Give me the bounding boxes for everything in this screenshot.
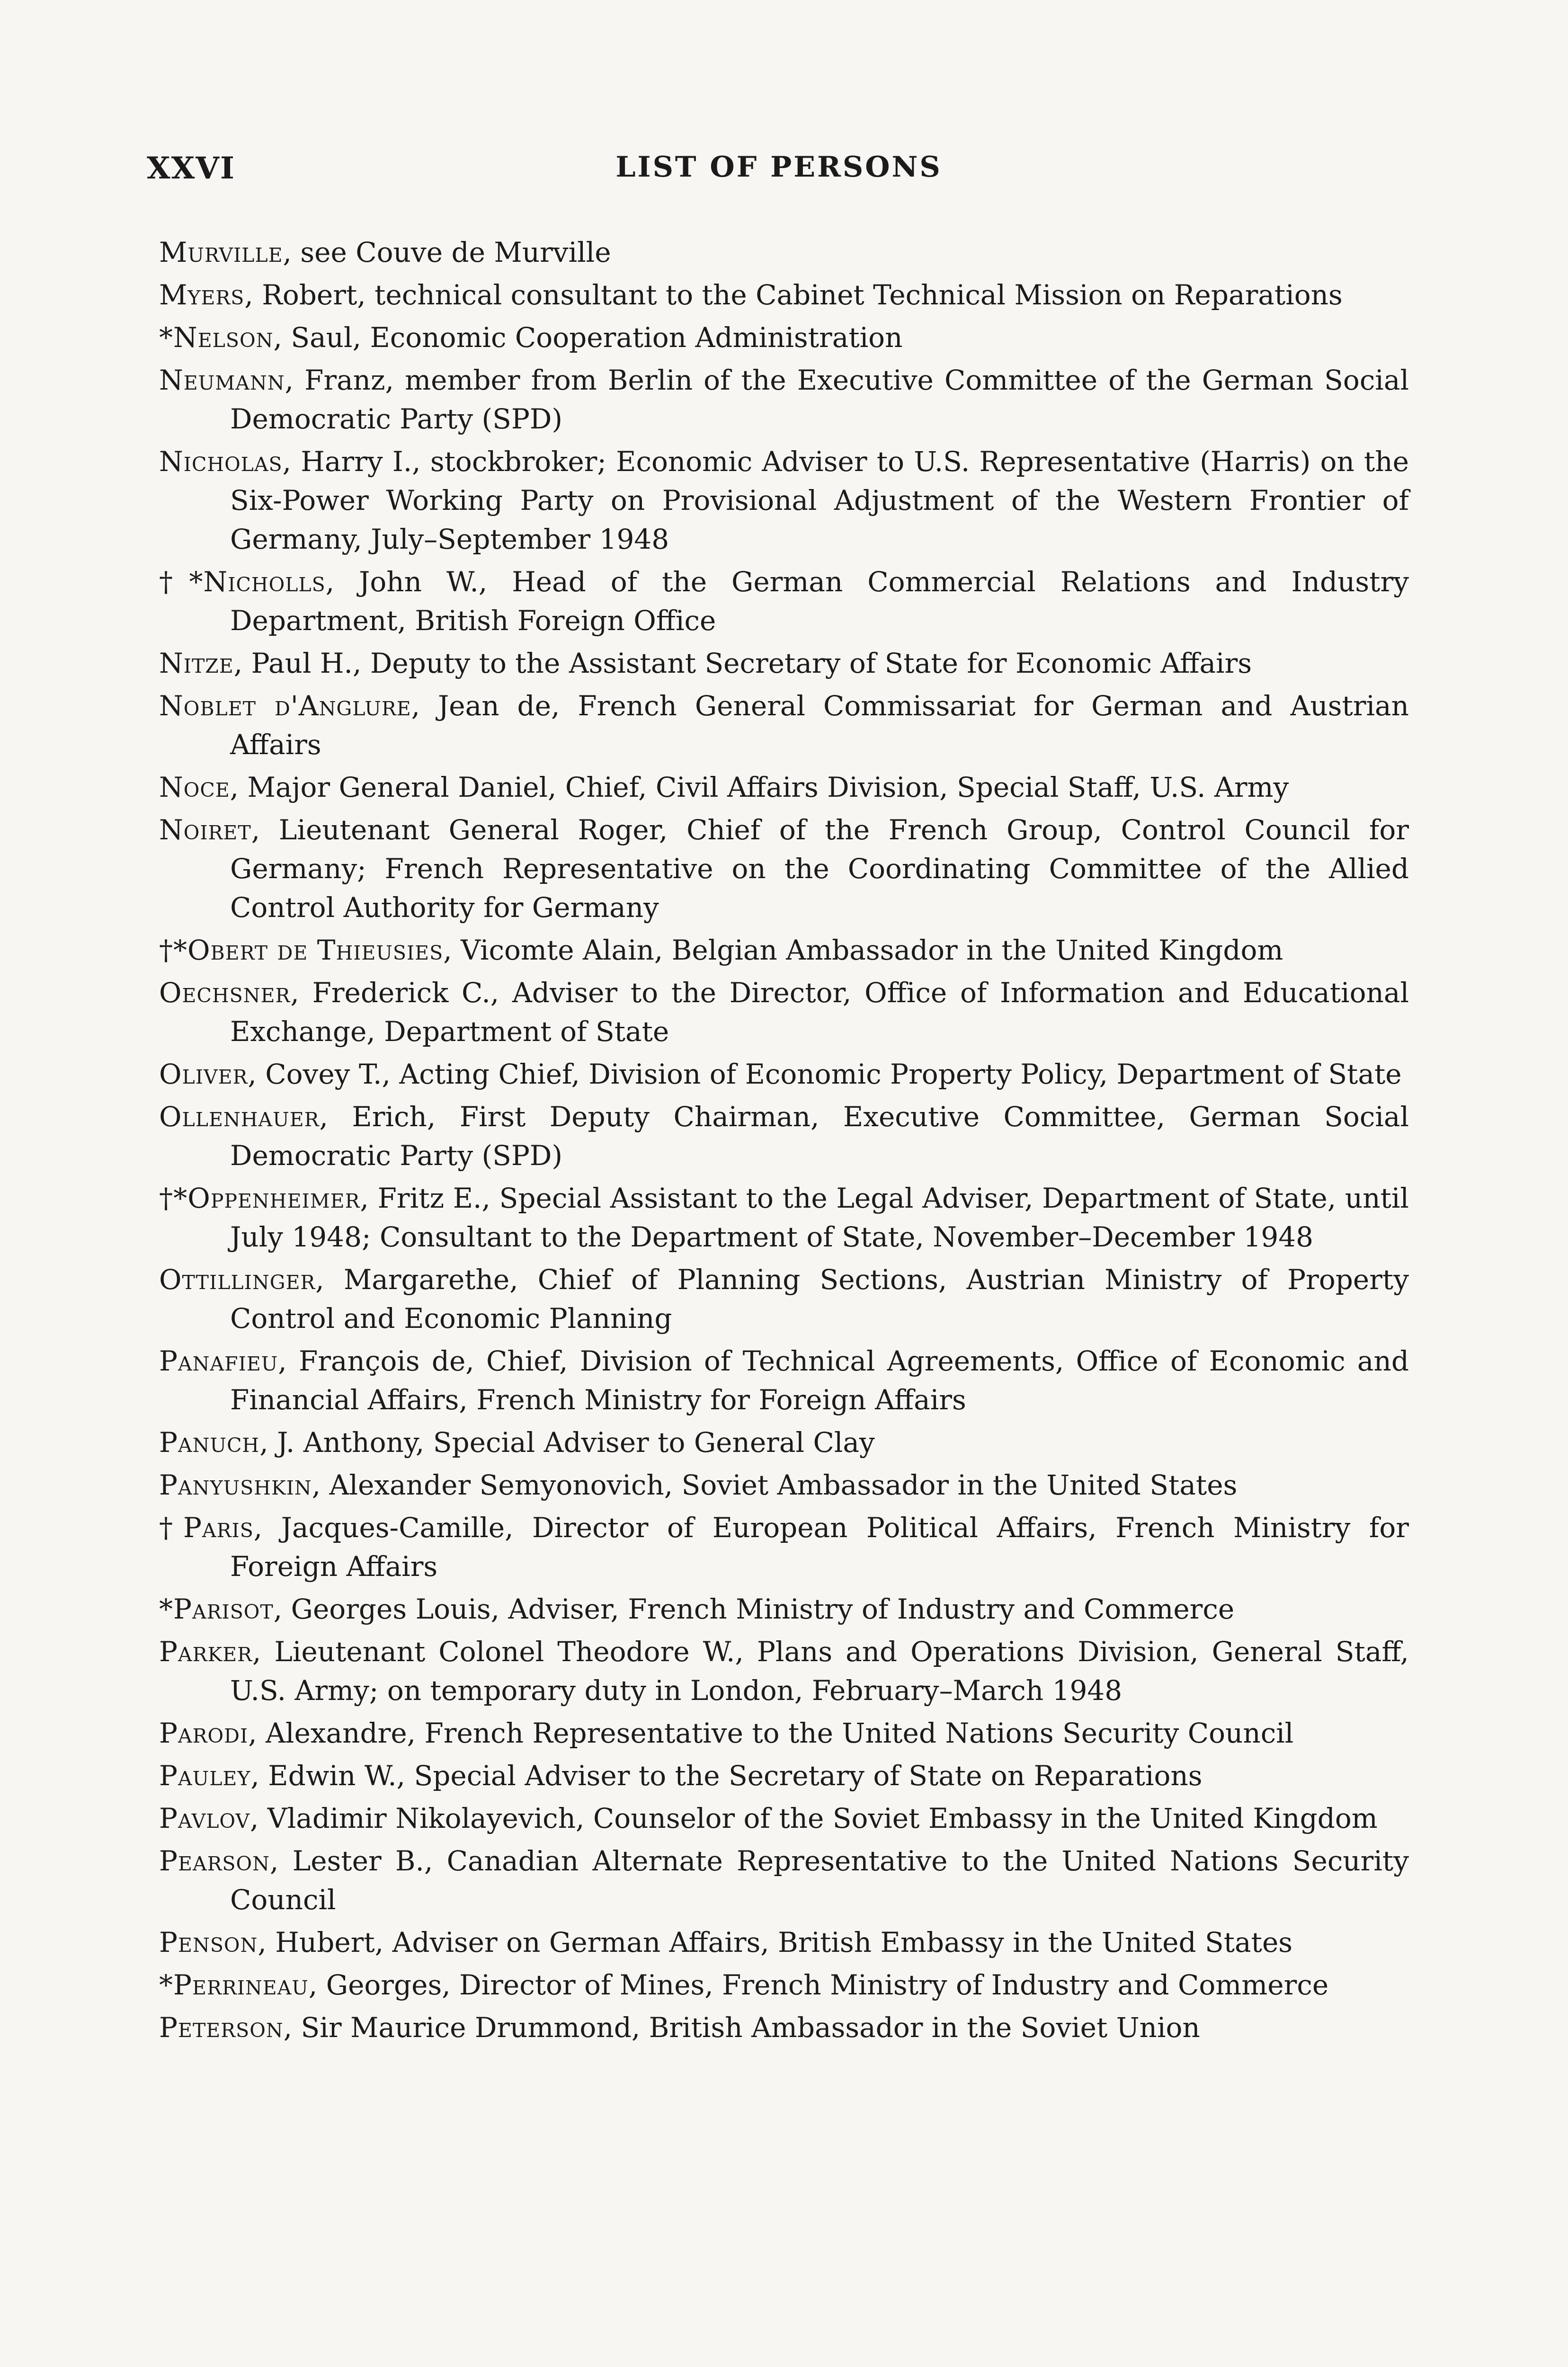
- page-number: XXVI: [147, 151, 235, 186]
- person-name: Noce: [159, 771, 230, 803]
- person-description: , Lieutenant General Roger, Chief of the French Group, Control Council for Germany; French Representative on the Coordinating Committee of the Allied Control Authority for Germany: [230, 814, 1409, 924]
- list-item: [159, 1842, 1409, 1919]
- list-item: [159, 1466, 1409, 1504]
- person-name: Peterson: [159, 2011, 284, 2044]
- list-item: [159, 276, 1409, 314]
- person-name: *Nelson: [159, 321, 274, 354]
- person-name: †*Obert de Thieusies: [159, 934, 444, 966]
- person-name: Pauley: [159, 1760, 251, 1792]
- person-description: , Sir Maurice Drummond, British Ambassador in the Soviet Union: [283, 2011, 1200, 2044]
- person-description: , Jean de, French General Commissariat for German and Austrian Affairs: [230, 690, 1409, 761]
- person-description: , Lieutenant Colonel Theodore W., Plans and Operations Division, General Staff, U.S. Army; on temporary duty in London, February–March 1948: [230, 1636, 1409, 1707]
- list-item: [159, 1179, 1409, 1256]
- list-item: [159, 686, 1409, 764]
- list-item: [159, 233, 1409, 272]
- person-description: , Lester B., Canadian Alternate Representative to the United Nations Security Council: [230, 1845, 1409, 1916]
- person-name: Ollenhauer: [159, 1101, 320, 1133]
- person-description: , Alexander Semyonovich, Soviet Ambassador in the United States: [312, 1469, 1238, 1501]
- person-name: Noblet d'Anglure: [159, 690, 411, 722]
- list-item: [159, 1508, 1409, 1586]
- list-item: [159, 768, 1409, 807]
- person-description: , Jacques-Camille, Director of European Political Affairs, French Ministry for Foreign Affairs: [230, 1512, 1409, 1583]
- person-name: *Perrineau: [159, 1969, 309, 2001]
- page-title: LIST OF PERSONS: [615, 151, 942, 184]
- list-item: [159, 1714, 1409, 1753]
- list-item: [159, 1966, 1409, 2004]
- list-item: [159, 1590, 1409, 1628]
- person-description: , Vladimir Nikolayevich, Counselor of the Soviet Embassy in the United Kingdom: [249, 1802, 1378, 1834]
- person-description: , Hubert, Adviser on German Affairs, British Embassy in the United States: [258, 1926, 1293, 1958]
- list-item: [159, 810, 1409, 927]
- person-name: Oliver: [159, 1058, 248, 1090]
- person-name: †*Oppenheimer: [159, 1182, 360, 1214]
- person-description: , Major General Daniel, Chief, Civil Affairs Division, Special Staff, U.S. Army: [230, 771, 1289, 803]
- page-header: [142, 151, 1416, 193]
- person-name: Oechsner: [159, 977, 291, 1009]
- person-name: Nicholas: [159, 445, 283, 478]
- person-name: Penson: [159, 1926, 258, 1958]
- person-name: Pearson: [159, 1845, 270, 1877]
- list-item: [159, 562, 1409, 640]
- list-item: [159, 1260, 1409, 1338]
- person-description: , Robert, technical consultant to the Cabinet Technical Mission on Reparations: [244, 279, 1343, 311]
- person-description: , John W., Head of the German Commercial Relations and Industry Department, British Foreign Office: [230, 566, 1409, 637]
- person-name: Murville: [159, 236, 283, 268]
- person-description: , Erich, First Deputy Chairman, Executive Committee, German Social Democratic Party (SPD): [230, 1101, 1409, 1172]
- list-item: [159, 1632, 1409, 1710]
- person-name: †*Nicholls: [159, 566, 326, 598]
- person-description: , Edwin W., Special Adviser to the Secretary of State on Reparations: [250, 1760, 1203, 1792]
- person-description: , Georges Louis, Adviser, French Ministry of Industry and Commerce: [273, 1593, 1235, 1625]
- list-item: [159, 1097, 1409, 1175]
- list-item: [159, 361, 1409, 438]
- person-name: Noiret: [159, 814, 251, 846]
- person-name: Parker: [159, 1636, 252, 1668]
- person-name: Parodi: [159, 1717, 249, 1749]
- list-item: [159, 442, 1409, 559]
- person-name: Panuch: [159, 1426, 260, 1459]
- person-name: Panyushkin: [159, 1469, 312, 1501]
- list-item: [159, 1055, 1409, 1094]
- list-item: [159, 931, 1409, 970]
- person-description: , Covey T., Acting Chief, Division of Economic Property Policy, Department of State: [248, 1058, 1402, 1090]
- list-item: [159, 1756, 1409, 1795]
- list-item: [159, 1423, 1409, 1462]
- person-description: , Frederick C., Adviser to the Director, Office of Information and Educational Exchange, Department of State: [230, 977, 1409, 1048]
- person-description: , Georges, Director of Mines, French Ministry of Industry and Commerce: [308, 1969, 1329, 2001]
- list-item: [159, 644, 1409, 683]
- person-name: Panafieu: [159, 1345, 278, 1377]
- person-description: , Margarethe, Chief of Planning Sections, Austrian Ministry of Property Control and Economic Planning: [230, 1264, 1409, 1335]
- person-name: Nitze: [159, 647, 234, 679]
- person-description: , Paul H., Deputy to the Assistant Secretary of State for Economic Affairs: [233, 647, 1252, 679]
- list-item: [159, 1342, 1409, 1419]
- list-item: [159, 318, 1409, 357]
- list-item: [159, 1923, 1409, 1962]
- person-description: , Fritz E., Special Assistant to the Legal Adviser, Department of State, until July 1948; Consultant to the Department of State, November–December 1948: [230, 1182, 1409, 1253]
- person-description: , J. Anthony, Special Adviser to General Clay: [259, 1426, 875, 1459]
- person-name: †Paris: [159, 1512, 254, 1544]
- person-description: , see Couve de Murville: [283, 236, 611, 268]
- person-name: Myers: [159, 279, 245, 311]
- person-name: Ottillinger: [159, 1264, 316, 1296]
- person-description: , Franz, member from Berlin of the Executive Committee of the German Social Democratic Party (SPD): [230, 364, 1409, 435]
- person-description: , Harry I., stockbroker; Economic Adviser to U.S. Representative (Harris) on the Six-Power Working Party on Provisional Adjustment of the Western Frontier of Germany, July–September 1948: [230, 445, 1409, 555]
- person-name: Pavlov: [159, 1802, 250, 1834]
- person-description: , Vicomte Alain, Belgian Ambassador in the United Kingdom: [443, 934, 1283, 966]
- person-description: , Saul, Economic Cooperation Administration: [273, 321, 903, 354]
- list-item: [159, 1799, 1409, 1838]
- person-description: , François de, Chief, Division of Technical Agreements, Office of Economic and Financial Affairs, French Ministry for Foreign Affairs: [230, 1345, 1409, 1416]
- persons-list: [159, 233, 1409, 2051]
- list-item: [159, 2008, 1409, 2047]
- person-description: , Alexandre, French Representative to the United Nations Security Council: [248, 1717, 1294, 1749]
- person-name: *Parisot: [159, 1593, 274, 1625]
- person-name: Neumann: [159, 364, 285, 396]
- list-item: [159, 973, 1409, 1051]
